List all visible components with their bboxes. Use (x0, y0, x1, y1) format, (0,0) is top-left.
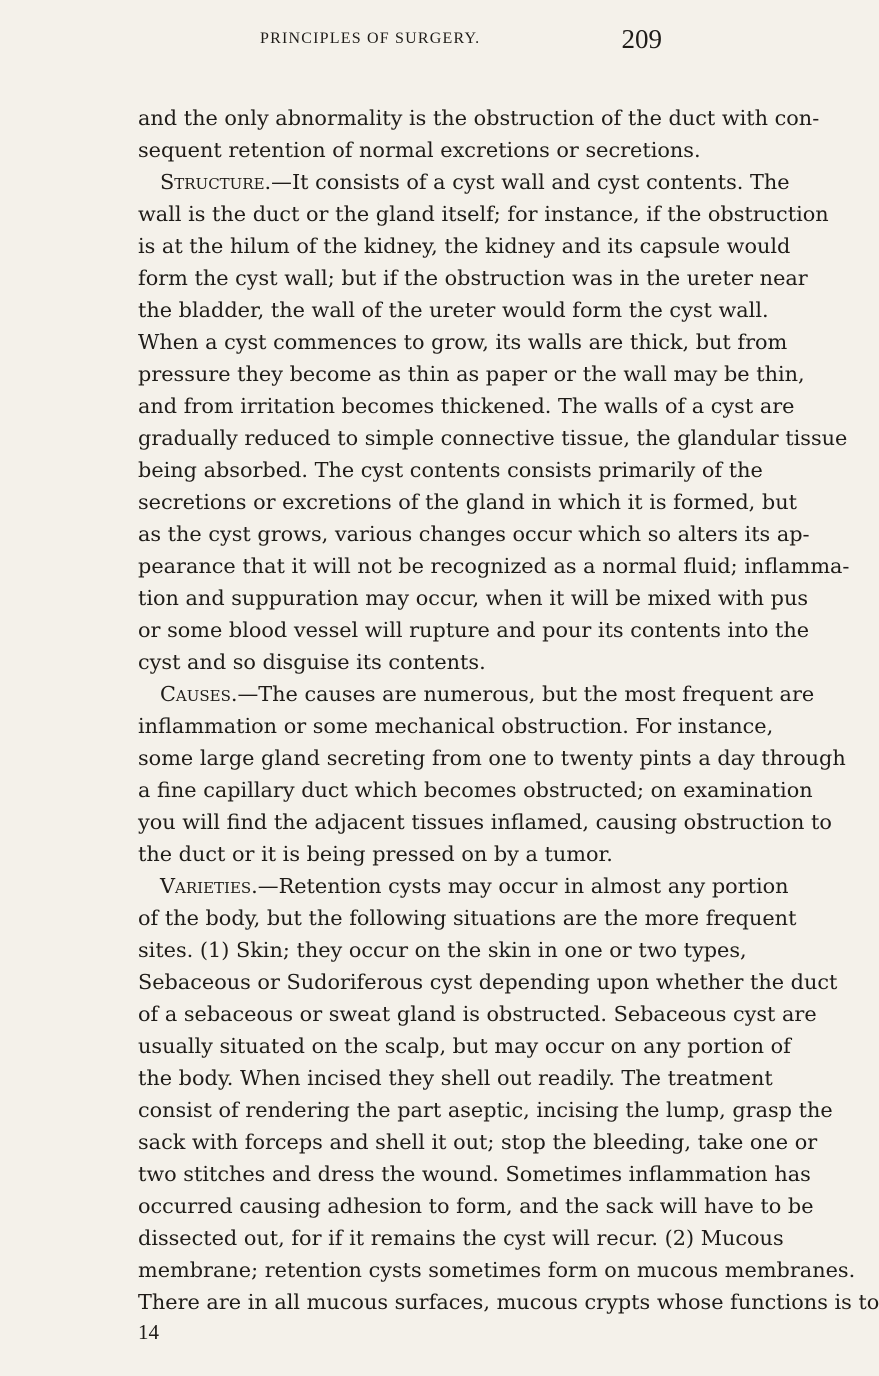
varieties-first-line (138, 870, 789, 902)
text-line: membrane; retention cysts sometimes form on mucous membranes. (138, 1258, 856, 1282)
varieties-first-line-text: —Retention cysts may occur in almost any portion (257, 874, 789, 898)
causes-first-line-text: —The causes are numerous, but the most frequent are (237, 682, 815, 706)
varieties-heading: Varieties. (160, 874, 258, 898)
text-line: pressure they become as thin as paper or the wall may be thin, (138, 362, 805, 386)
text-line: and the only abnormality is the obstruction of the duct with con- (138, 106, 820, 130)
text-line: secretions or excretions of the gland in which it is formed, but (138, 490, 797, 514)
text-line: sites. (1) Skin; they occur on the skin in one or two types, (138, 938, 747, 962)
text-line: or some blood vessel will rupture and pour its contents into the (138, 618, 810, 642)
running-head: PRINCIPLES OF SURGERY. (260, 30, 481, 47)
text-line: you will find the adjacent tissues inflamed, causing obstruction to (138, 810, 832, 834)
text-line: pearance that it will not be recognized as a normal fluid; inflamma- (138, 554, 850, 578)
text-line: tion and suppuration may occur, when it will be mixed with pus (138, 586, 809, 610)
text-line: a fine capillary duct which becomes obstructed; on examination (138, 778, 813, 802)
text-line: being absorbed. The cyst contents consists primarily of the (138, 458, 763, 482)
text-line: usually situated on the scalp, but may occur on any portion of (138, 1034, 791, 1058)
text-line: two stitches and dress the wound. Sometimes inflammation has (138, 1162, 811, 1186)
text-line: of the body, but the following situations are the more frequent (138, 906, 797, 930)
page-number: 209 (621, 24, 662, 54)
causes-first-line (138, 678, 815, 710)
text-line: and from irritation becomes thickened. The walls of a cyst are (138, 394, 795, 418)
text-line: of a sebaceous or sweat gland is obstructed. Sebaceous cyst are (138, 1002, 817, 1026)
text-line: is at the hilum of the kidney, the kidney and its capsule would (138, 234, 791, 258)
text-line: the duct or it is being pressed on by a tumor. (138, 842, 613, 866)
causes-heading: Causes. (160, 682, 238, 706)
text-line: wall is the duct or the gland itself; for instance, if the obstruction (138, 202, 829, 226)
structure-heading: Structure. (160, 170, 272, 194)
text-line: gradually reduced to simple connective tissue, the glandular tissue (138, 426, 848, 450)
text-line: occurred causing adhesion to form, and the sack will have to be (138, 1194, 814, 1218)
text-line: Sebaceous or Sudoriferous cyst depending upon whether the duct (138, 970, 838, 994)
text-line: sequent retention of normal excretions or secretions. (138, 138, 701, 162)
text-line: inflammation or some mechanical obstruction. For instance, (138, 714, 774, 738)
text-line: sack with forceps and shell it out; stop the bleeding, take one or (138, 1130, 818, 1154)
body-text (138, 102, 879, 1318)
text-line: dissected out, for if it remains the cyst will recur. (2) Mucous (138, 1226, 784, 1250)
text-line: There are in all mucous surfaces, mucous crypts whose functions is to (138, 1290, 879, 1314)
text-line: some large gland secreting from one to twenty pints a day through (138, 746, 846, 770)
signature-mark: 14 (138, 1320, 159, 1344)
structure-first-line-text: —It consists of a cyst wall and cyst contents. The (271, 170, 790, 194)
text-line: the body. When incised they shell out readily. The treatment (138, 1066, 773, 1090)
text-line: the bladder, the wall of the ureter would form the cyst wall. (138, 298, 769, 322)
page-header (130, 24, 662, 70)
text-line: cyst and so disguise its contents. (138, 650, 486, 674)
text-line: consist of rendering the part aseptic, incising the lump, grasp the (138, 1098, 833, 1122)
text-line: form the cyst wall; but if the obstruction was in the ureter near (138, 266, 808, 290)
text-line: When a cyst commences to grow, its walls are thick, but from (138, 330, 788, 354)
structure-first-line (138, 166, 790, 198)
text-line: as the cyst grows, various changes occur which so alters its ap- (138, 522, 810, 546)
